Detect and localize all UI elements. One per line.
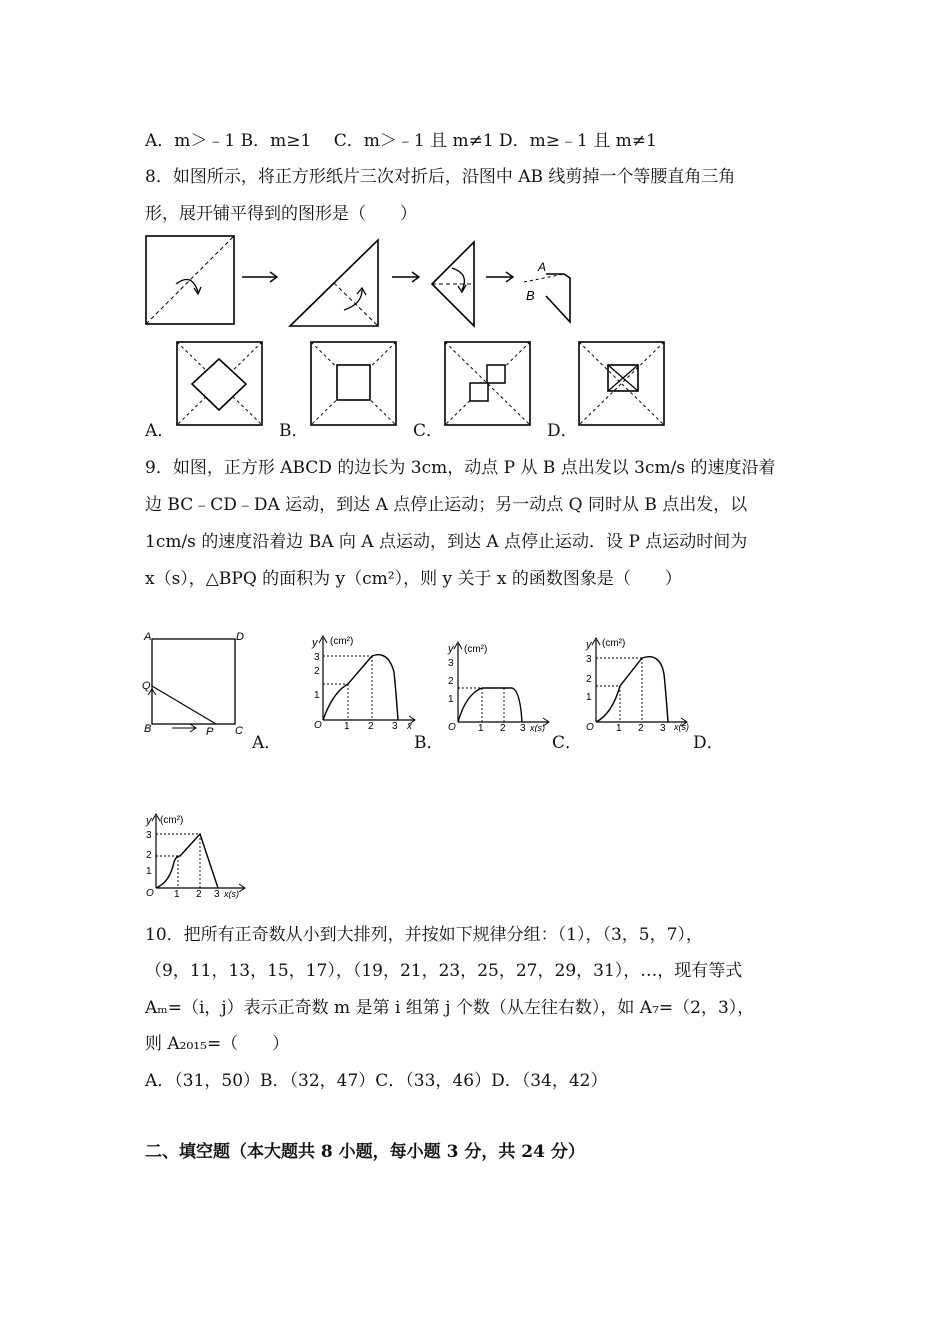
graph-e-xtick-3: 3 — [214, 889, 220, 900]
graph-e-xtick-2: 2 — [196, 889, 202, 900]
arrow-1 — [242, 272, 277, 282]
graph-c-ytick-2: 2 — [448, 676, 454, 687]
fold-step-4 — [524, 260, 570, 322]
graph-b-ytick-1: 1 — [314, 690, 320, 701]
graph-d-ytick-1: 1 — [586, 692, 592, 703]
graph-e-ytick-2: 2 — [146, 850, 152, 861]
vertex-a: A — [144, 631, 152, 643]
graph-c-ylabel: y — [448, 643, 454, 655]
graph-e-xlabel: x(s) — [224, 889, 239, 899]
graph-c-xtick-2: 2 — [500, 723, 506, 732]
graph-b-origin: O — [314, 720, 322, 730]
fold-step-3 — [432, 242, 474, 326]
section-2-heading: 二、填空题（本大题共 8 小题，每小题 3 分，共 24 分） — [145, 1142, 585, 1162]
graph-c-xlabel: x(s) — [530, 723, 545, 732]
graph-e-ytick-1: 1 — [146, 866, 152, 877]
graph-b-xtick-1: 1 — [344, 721, 350, 730]
graph-c-xtick-1: 1 — [478, 723, 484, 732]
q8-option-b-label[interactable]: B． — [279, 421, 309, 441]
q8-stem-line2: 形，展开铺平得到的图形是（ ） — [145, 204, 417, 224]
graph-c-ytick-3: 3 — [448, 658, 454, 669]
graph-c-xtick-3: 3 — [520, 723, 526, 732]
point-p: P — [206, 726, 214, 738]
graph-e-xtick-1: 1 — [174, 889, 180, 900]
graph-b-xtick-3: 3 — [392, 721, 398, 730]
graph-b-ylabel: y — [312, 637, 318, 649]
q9-graph-b[interactable] — [308, 632, 420, 730]
q10-stem-line4: 则 A₂₀₁₅=（ ） — [145, 1034, 290, 1054]
graph-b-xlabel: x — [407, 721, 412, 730]
graph-c-unit: (cm²) — [464, 644, 488, 655]
graph-b-ytick-2: 2 — [314, 666, 320, 677]
q9-option-c-label[interactable]: C． — [552, 733, 583, 753]
graph-d-origin: O — [586, 722, 594, 732]
graph-d-ylabel: y — [586, 639, 592, 651]
q8-folding-figure — [140, 232, 590, 332]
q9-stem-line3: 1cm/s 的速度沿着边 BA 向 A 点运动，到达 A 点停止运动．设 P 点运动时间为 — [145, 532, 748, 552]
q7-options: A．m＞﹣1 B．m≥1 C．m＞﹣1 且 m≠1 D．m≥﹣1 且 m≠1 — [145, 131, 657, 151]
q8-option-a-label[interactable]: A． — [145, 421, 175, 441]
q9-graph-d[interactable] — [582, 634, 698, 732]
q9-stem-line4: x（s），△BPQ 的面积为 y（cm²），则 y 关于 x 的函数图象是（ ） — [145, 569, 682, 589]
arrow-2 — [392, 272, 419, 282]
q9-square-figure — [140, 628, 250, 740]
graph-e-ytick-3: 3 — [146, 830, 152, 841]
graph-c-origin: O — [448, 722, 456, 732]
q9-graph-e[interactable] — [140, 812, 252, 900]
q10-stem-line1: 10．把所有正奇数从小到大排列，并按如下规律分组：（1），（3，5，7）， — [145, 925, 703, 945]
fold-step-1 — [146, 236, 234, 324]
q8-stem-line1: 8．如图所示，将正方形纸片三次对折后，沿图中 AB 线剪掉一个等腰直角三角 — [145, 167, 736, 187]
graph-d-xtick-2: 2 — [638, 723, 644, 732]
graph-d-xlabel: x(s) — [674, 722, 689, 732]
q9-option-b-label[interactable]: B． — [414, 733, 444, 753]
q8-option-c-figure[interactable] — [444, 341, 532, 427]
graph-e-unit: (cm²) — [160, 815, 184, 826]
graph-d-xtick-1: 1 — [616, 723, 622, 732]
graph-c-ytick-1: 1 — [448, 694, 454, 705]
q10-options: A．（31，50）B．（32，47）C．（33，46）D．（34，42） — [145, 1071, 608, 1091]
q8-option-a-figure[interactable] — [176, 341, 264, 427]
q9-graph-c[interactable] — [444, 640, 556, 732]
graph-d-ytick-2: 2 — [586, 674, 592, 685]
graph-d-xtick-3: 3 — [660, 723, 666, 732]
vertex-b: B — [144, 723, 152, 735]
q9-stem-line1: 9．如图，正方形 ABCD 的边长为 3cm，动点 P 从 B 点出发以 3cm/s 的速度沿着 — [145, 458, 776, 478]
graph-b-xtick-2: 2 — [368, 721, 374, 730]
graph-e-origin: O — [146, 888, 154, 899]
q9-stem-line2: 边 BC﹣CD﹣DA 运动，到达 A 点停止运动；另一动点 Q 同时从 B 点出发，以 — [145, 495, 748, 515]
arrow-3 — [486, 272, 513, 282]
label-b: B — [526, 288, 535, 303]
graph-d-ytick-3: 3 — [586, 654, 592, 665]
q8-option-b-figure[interactable] — [310, 341, 398, 427]
vertex-d: D — [236, 631, 244, 643]
fold-step-2 — [290, 240, 378, 326]
q8-option-d-label[interactable]: D． — [547, 421, 578, 441]
graph-b-unit: (cm²) — [330, 636, 354, 647]
q9-option-d-label[interactable]: D． — [693, 733, 724, 753]
label-a: A — [538, 260, 547, 274]
q8-option-d-figure[interactable] — [578, 341, 666, 427]
graph-d-unit: (cm²) — [602, 638, 626, 649]
q10-stem-line3: Aₘ=（i，j）表示正奇数 m 是第 i 组第 j 个数（从左往右数），如 A₇=（2，3）， — [145, 998, 755, 1018]
q10-stem-line2: （9，11，13，15，17），（19，21，23，25，27，29，31），…，现有等式 — [145, 961, 743, 981]
graph-b-ytick-3: 3 — [314, 652, 320, 663]
vertex-c: C — [235, 725, 243, 737]
q8-option-c-label[interactable]: C． — [413, 421, 444, 441]
graph-e-ylabel: y — [146, 815, 152, 827]
q9-option-a-label[interactable]: A． — [252, 733, 282, 753]
point-q: Q — [142, 680, 151, 692]
